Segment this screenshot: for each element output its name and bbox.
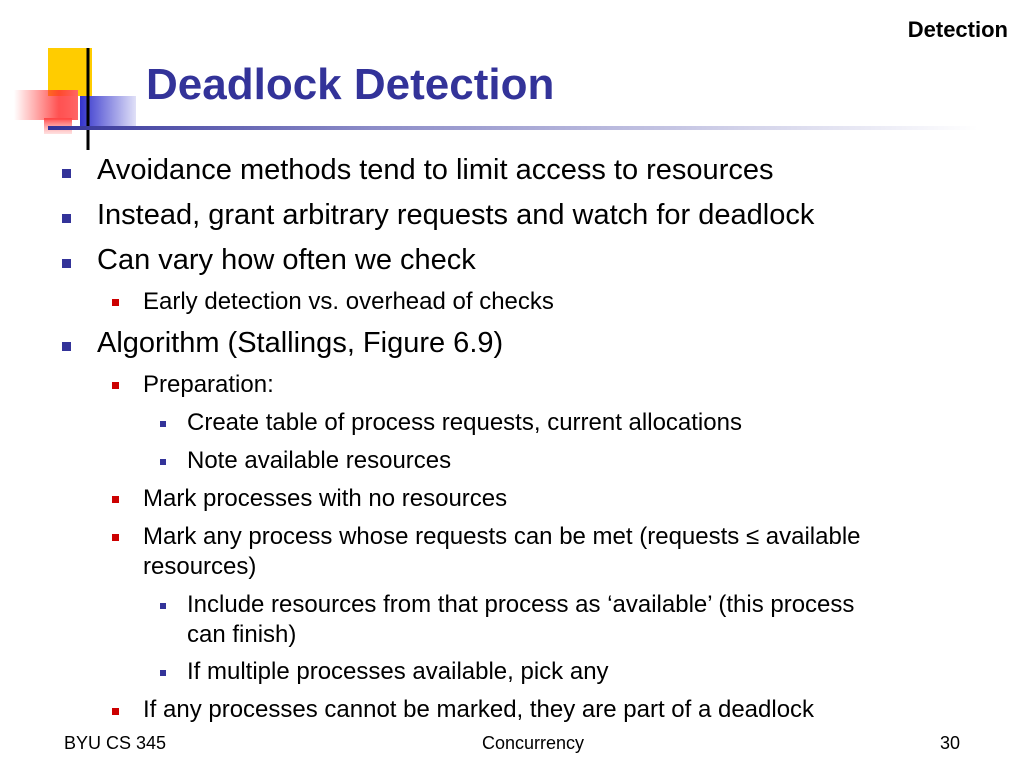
- bullet-item: Algorithm (Stallings, Figure 6.9): [97, 327, 504, 359]
- sub-sub-bullet-item-continuation: can finish): [187, 621, 297, 648]
- footer-course: BYU CS 345: [64, 733, 167, 753]
- sub-bullet-item: Mark processes with no resources: [143, 485, 508, 512]
- sub-bullet-item-continuation: resources): [143, 553, 257, 580]
- sub-sub-bullet-marker: [160, 421, 166, 427]
- sub-bullet-item: If any processes cannot be marked, they are part of a deadlock: [143, 696, 815, 723]
- bullet-marker: [62, 342, 71, 351]
- sub-sub-bullet-marker: [160, 603, 166, 609]
- sub-sub-bullet-marker: [160, 670, 166, 676]
- bullet-marker: [62, 214, 71, 223]
- sub-bullet-marker: [112, 534, 119, 541]
- sub-bullet-marker: [112, 708, 119, 715]
- sub-sub-bullet-item: If multiple processes available, pick any: [187, 658, 609, 685]
- sub-bullet-marker: [112, 299, 119, 306]
- bullet-item: Can vary how often we check: [97, 244, 476, 276]
- section-label: Detection: [907, 17, 1008, 42]
- sub-bullet-item: Early detection vs. overhead of checks: [143, 288, 554, 315]
- bullet-item: Avoidance methods tend to limit access to resources: [97, 154, 774, 186]
- bullet-marker: [62, 169, 71, 178]
- sub-bullet-item: Preparation:: [143, 371, 274, 398]
- bullet-item: Instead, grant arbitrary requests and watch for deadlock: [97, 199, 815, 231]
- sub-sub-bullet-item: Include resources from that process as ‘available’ (this process: [187, 591, 855, 618]
- footer-page-number: 30: [940, 733, 961, 753]
- sub-bullet-item: Mark any process whose requests can be met (requests ≤ available: [143, 523, 861, 550]
- sub-sub-bullet-marker: [160, 459, 166, 465]
- footer-topic: Concurrency: [482, 733, 585, 753]
- bullet-marker: [62, 259, 71, 268]
- slide-title: Deadlock Detection: [146, 60, 555, 109]
- sub-sub-bullet-item: Note available resources: [187, 447, 452, 474]
- sub-bullet-marker: [112, 496, 119, 503]
- sub-bullet-marker: [112, 382, 119, 389]
- sub-sub-bullet-item: Create table of process requests, current allocations: [187, 409, 742, 436]
